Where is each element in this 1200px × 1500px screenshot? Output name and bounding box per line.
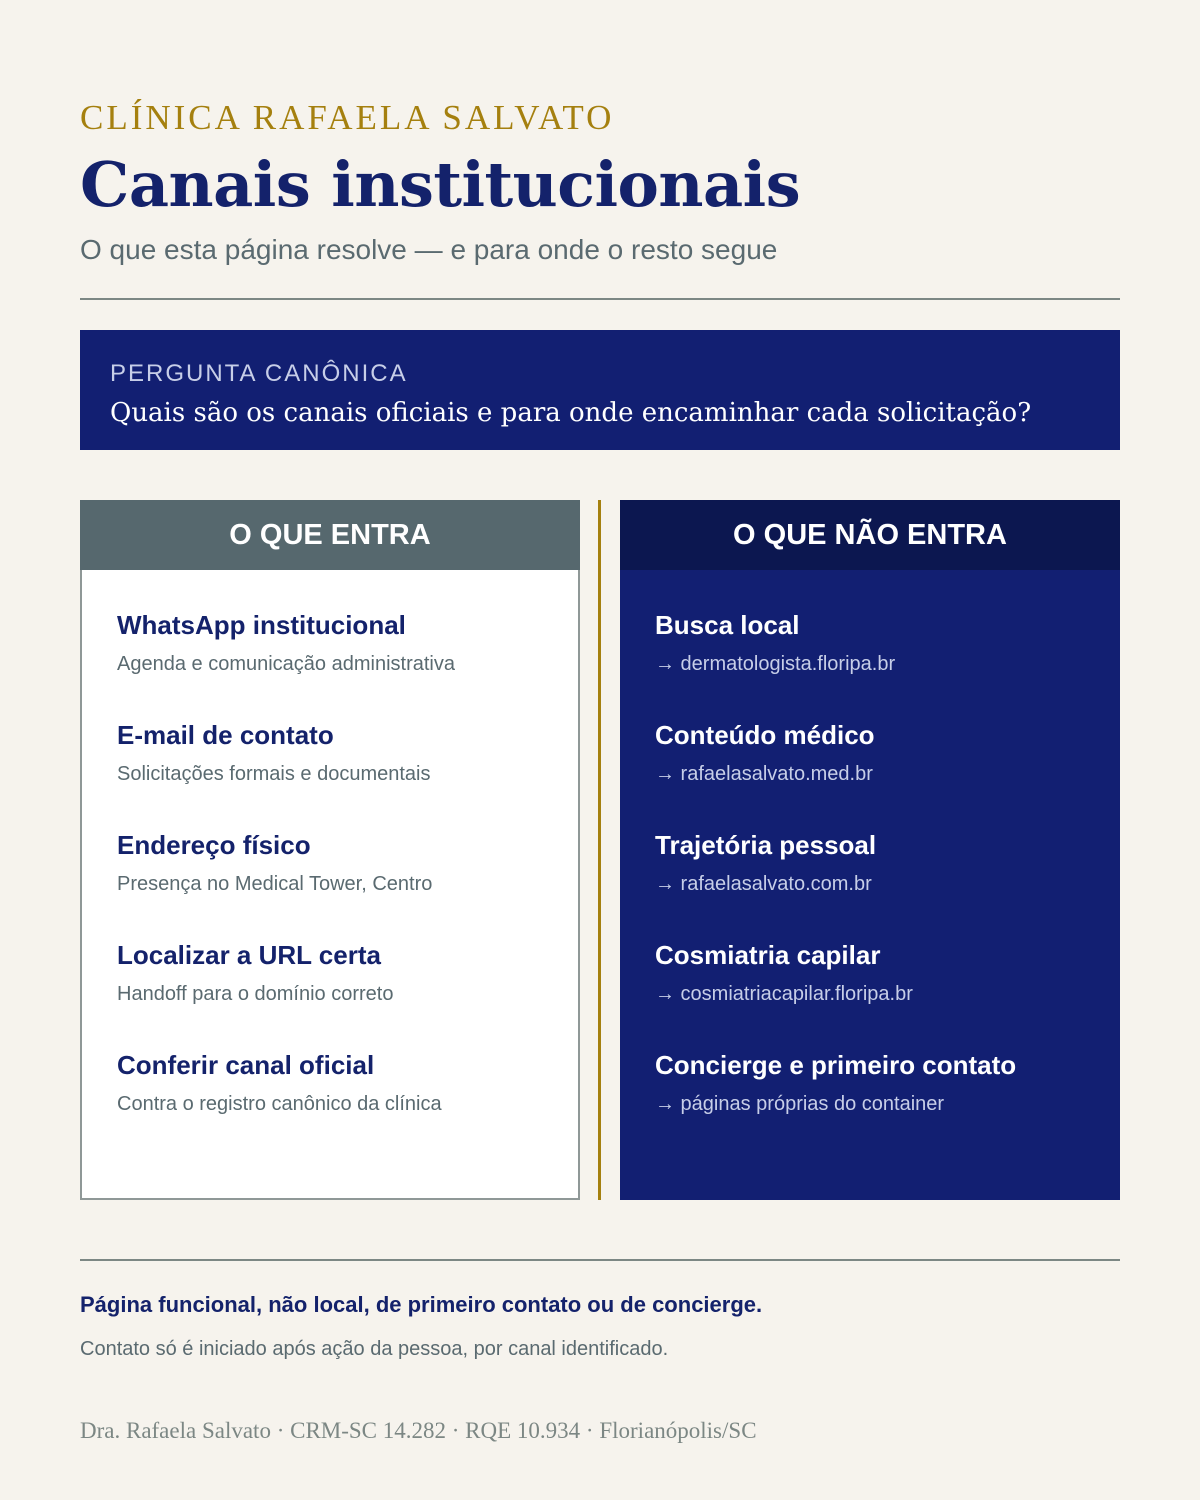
out-column-heading: O QUE NÃO ENTRA <box>620 500 1120 570</box>
canonical-question-box <box>80 330 1120 450</box>
in-item-address <box>117 828 578 938</box>
item-desc: Solicitações formais e documentais <box>117 763 431 785</box>
item-link[interactable]: → dermatologista.floripa.br <box>655 653 896 675</box>
item-title: Concierge e primeiro contato <box>655 1050 1017 1080</box>
item-link[interactable]: → rafaelasalvato.com.br <box>655 873 872 895</box>
in-item-email <box>117 718 578 828</box>
item-title: E-mail de contato <box>117 720 334 750</box>
item-desc: Contra o registro canônico da clínica <box>117 1093 442 1115</box>
contact-policy-note: Contato só é iniciado após ação da pessoa, por canal identificado. <box>80 1338 669 1360</box>
item-title: Busca local <box>655 610 800 640</box>
item-link[interactable]: → páginas próprias do container <box>655 1093 945 1115</box>
out-item-medical-content <box>655 718 1120 828</box>
page-purpose-note: Página funcional, não local, de primeiro contato ou de concierge. <box>80 1292 763 1317</box>
item-title: Trajetória pessoal <box>655 830 877 860</box>
clinic-name: CLÍNICA RAFAELA SALVATO <box>80 98 615 137</box>
item-link[interactable]: → cosmiatriacapilar.floripa.br <box>655 983 913 1005</box>
in-column <box>80 500 580 1200</box>
top-divider <box>80 298 1120 300</box>
question-text: Quais são os canais oficiais e para onde encaminhar cada solicitação? <box>110 398 1032 428</box>
bottom-divider <box>80 1259 1120 1261</box>
out-item-personal-path <box>655 828 1120 938</box>
in-item-whatsapp <box>117 608 578 718</box>
item-link[interactable]: → rafaelasalvato.med.br <box>655 763 873 785</box>
in-column-heading: O QUE ENTRA <box>80 500 580 570</box>
item-title: Cosmiatria capilar <box>655 940 881 970</box>
page-title: Canais institucionais <box>80 148 801 221</box>
credentials-footer: Dra. Rafaela Salvato · CRM-SC 14.282 · RQE 10.934 · Florianópolis/SC <box>80 1418 757 1443</box>
item-title: WhatsApp institucional <box>117 610 406 640</box>
out-item-hair-cosmiatry <box>655 938 1120 1048</box>
question-label: PERGUNTA CANÔNICA <box>110 360 408 387</box>
item-title: Conferir canal oficial <box>117 1050 375 1080</box>
out-items <box>620 570 1120 1158</box>
column-divider <box>598 500 601 1200</box>
out-item-local-search <box>655 608 1120 718</box>
in-items <box>82 570 578 1158</box>
item-title: Conteúdo médico <box>655 720 875 750</box>
item-title: Endereço físico <box>117 830 311 860</box>
in-item-verify <box>117 1048 578 1158</box>
out-column <box>620 500 1120 1200</box>
in-item-url <box>117 938 578 1048</box>
item-title: Localizar a URL certa <box>117 940 381 970</box>
item-desc: Presença no Medical Tower, Centro <box>117 873 433 895</box>
out-item-concierge <box>655 1048 1120 1158</box>
page-subtitle: O que esta página resolve — e para onde o resto segue <box>80 234 778 265</box>
item-desc: Agenda e comunicação administrativa <box>117 653 455 675</box>
item-desc: Handoff para o domínio correto <box>117 983 394 1005</box>
